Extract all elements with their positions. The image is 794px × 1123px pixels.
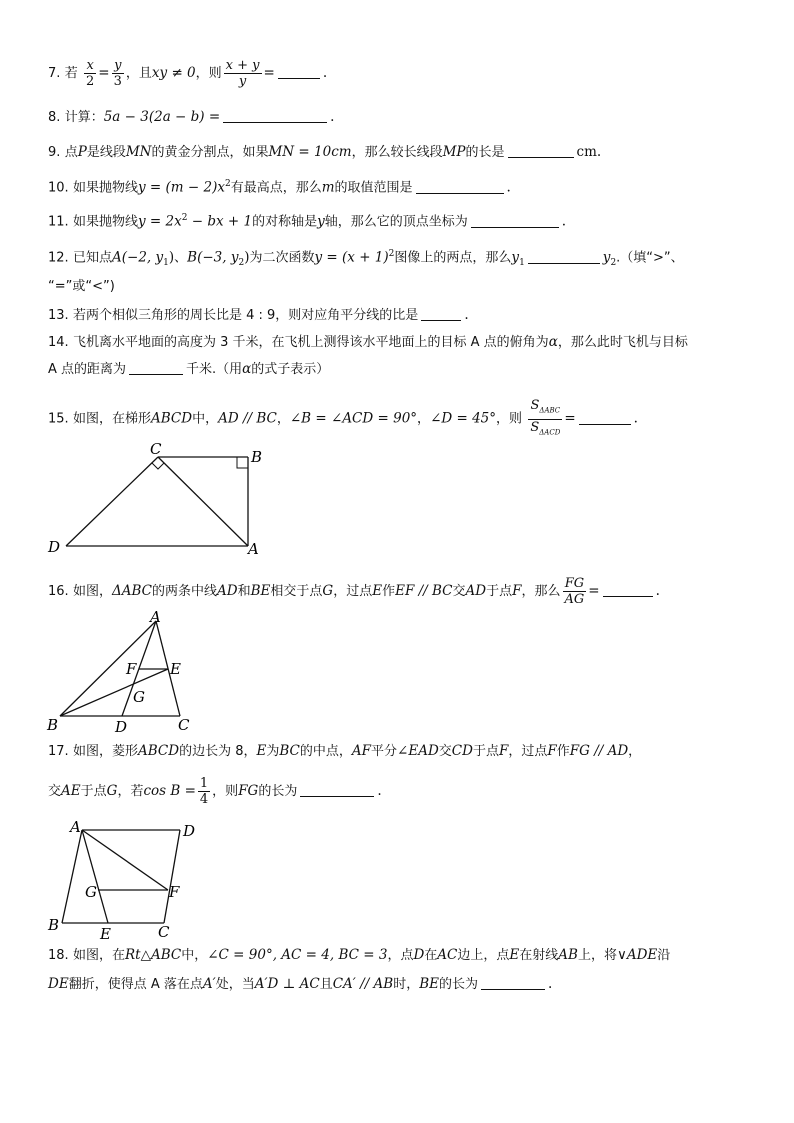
question-14: 14. 飞机离水平地面的高度为 3 千米，在飞机上测得该水平地面上的目标 A 点的俯角为α，那么此时飞机与目标: [48, 334, 688, 350]
label-G: G: [133, 688, 145, 706]
question-18: 18. 如图，在Rt△ABC中，∠C = 90°, AC = 4, BC = 3，点D在AC边上，点E在射线AB上，将∨ADE沿: [48, 947, 671, 963]
fraction-xy-over-y: $\frac{x + y}{y}$: [225, 58, 260, 89]
fraction-x-over-2: $\frac{x}{2}$: [86, 58, 95, 89]
question-17: 17. 如图，菱形ABCD的边长为 8，E为BC的中点，AF平分∠EAD交CD于点F，过点F作FG // AD，: [48, 743, 642, 759]
label-F: F: [126, 660, 137, 678]
label-D: D: [115, 718, 128, 736]
label-A: A: [248, 540, 259, 558]
label-C: C: [178, 716, 190, 734]
answer-blank[interactable]: [603, 582, 653, 597]
label-B: B: [251, 448, 263, 466]
question-18-line2: DE翻折，使得点 A 落在点A′处，当A′D ⊥ AC且CA′ // AB时，BE的长为 .: [48, 976, 553, 992]
question-15: 15. 如图，在梯形ABCD中，AD // BC，∠B = ∠ACD = 90°，∠D = 45°，则 $\frac{S_{\Delta ABC}}{S_{\Delta ACD}}$ = .: [48, 398, 748, 440]
answer-blank[interactable]: [528, 249, 600, 264]
label-G: G: [85, 883, 97, 901]
answer-blank[interactable]: [278, 64, 320, 79]
question-8: 8. 计算：5a − 3(2a − b) = .: [48, 109, 335, 125]
label-E: E: [100, 925, 111, 940]
fraction-one-quarter: $\frac{1}{4}$: [199, 776, 209, 807]
label-C: C: [150, 440, 162, 458]
question-12: 12. 已知点A(−2, $y_1$)、B(−3, $y_2$)为二次函数$y = (x + 1)^2$图像上的两点，那么$y_1$ $y_2$.（填“>”、: [48, 249, 684, 269]
answer-blank[interactable]: [300, 782, 374, 797]
label-F: F: [169, 883, 180, 901]
question-13: 13. 若两个相似三角形的周长比是 4 : 9，则对应角平分线的比是 .: [48, 307, 469, 323]
question-12-line2: “=”或“<”): [48, 279, 115, 294]
figure-16-triangle: [40, 610, 210, 736]
label-C: C: [158, 923, 170, 940]
answer-blank[interactable]: [129, 360, 183, 375]
figure-17-rhombus: [40, 816, 220, 940]
answer-blank[interactable]: [471, 213, 559, 228]
label-B: B: [47, 716, 59, 734]
fraction-y-over-3: $\frac{y}{3}$: [113, 58, 122, 89]
label-D: D: [183, 822, 196, 840]
answer-blank[interactable]: [416, 179, 504, 194]
label-A: A: [70, 818, 81, 836]
fraction-FG-over-AG: $\frac{FG}{AG}$: [564, 576, 585, 607]
question-7: 7. 若 $\frac{x}{2}$ = $\frac{y}{3}$ ，且xy ≠ 0，则 $\frac{x + y}{y}$ = .: [48, 58, 328, 89]
question-10: 10. 如果抛物线$y = (m - 2)x^2$有最高点，那么m的取值范围是 .: [48, 179, 511, 196]
answer-blank[interactable]: [223, 108, 327, 123]
answer-blank[interactable]: [481, 975, 545, 990]
question-16: 16. 如图，ΔABC的两条中线AD和BE相交于点G，过点E作EF // BC交AD于点F，那么 $\frac{FG}{AG}$ = .: [48, 576, 660, 607]
fraction-area-ratio: $\frac{S_{\Delta ABC}}{S_{\Delta ACD}}$: [530, 398, 561, 437]
answer-blank[interactable]: [508, 143, 574, 158]
label-E: E: [170, 660, 181, 678]
question-14-line2: A 点的距离为 千米.（用α的式子表示）: [48, 361, 330, 377]
question-9: 9. 点P是线段MN的黄金分割点，如果MN = 10cm，那么较长线段MP的长是 cm.: [48, 144, 602, 160]
question-11: 11. 如果抛物线$y = 2x^2$ − bx + 1的对称轴是y轴，那么它的顶点坐标为 .: [48, 213, 567, 230]
label-D: D: [48, 538, 61, 556]
question-17-line2: 交AE于点G，若cos B = $\frac{1}{4}$ ，则FG的长为 .: [48, 776, 382, 807]
label-A: A: [150, 610, 161, 626]
label-B: B: [48, 916, 60, 934]
figure-15-trapezoid: [40, 440, 280, 562]
answer-blank[interactable]: [579, 410, 631, 425]
answer-blank[interactable]: [421, 306, 461, 321]
